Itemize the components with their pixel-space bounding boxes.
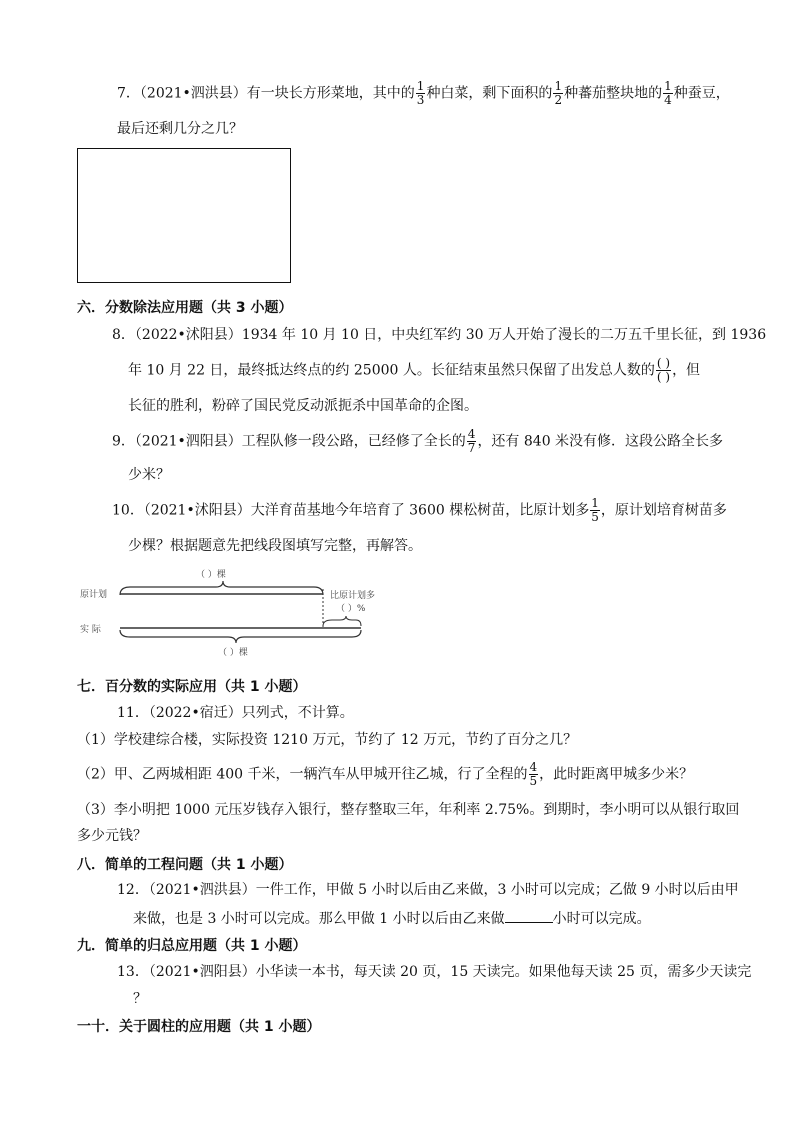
fraction-numerator: 4 [467,427,476,441]
question-7-text-b: 种白菜，剩下面积的 [426,85,553,102]
question-12-text-b: 小时可以完成。 [552,911,651,927]
question-12-text-a: 来做，也是 3 小时可以完成。那么甲做 1 小时以后由乙来做 [133,911,505,927]
question-8-line-3: 长征的胜利，粉碎了国民党反动派扼杀中国革命的企图。 [128,398,478,414]
fraction-numerator: 1 [554,79,563,93]
question-12-line-1: 12．（2021•泗洪县）一件工作，甲做 5 小时以后由乙来做，3 小时可以完成；乙做 9 小时以后由甲 [117,882,739,898]
fraction-denominator: 3 [416,93,425,107]
fraction-denominator: 7 [467,441,476,455]
question-11-part-2 [77,761,693,788]
vegetable-plot-rectangle [77,148,291,283]
section-10-heading: 一十．关于圆柱的应用题（共 1 小题） [77,1019,321,1035]
question-7-line-1 [117,80,730,107]
diagram-row-original-plan: 原计划 [80,590,108,600]
question-7-text-a: 7．（2021•泗洪县）有一块长方形菜地，其中的 [117,85,415,102]
question-8-line-1: 8．（2022•沭阳县）1934 年 10 月 10 日，中央红军约 30 万人开始了漫长的二万五千里长征，到 1936 [112,327,767,343]
extra-part-brace [323,616,361,626]
actual-bottom-brace [120,630,361,643]
fraction-numerator: 4 [529,760,538,774]
fraction-four-fifths [529,761,539,788]
question-9-line-1 [112,428,723,455]
question-12-line-2 [133,909,651,929]
question-11-part-3-line-2: 多少元钱？ [77,828,147,844]
line-segment-diagram [78,562,376,662]
fraction-numerator: 1 [591,496,599,510]
fraction-numerator: 1 [416,79,425,93]
question-9-text-a: 9．（2021•泗阳县）工程队修一段公路，已经修了全长的 [112,433,466,450]
answer-blank[interactable] [505,922,553,923]
section-9-heading: 九．简单的归总应用题（共 1 小题） [77,938,307,954]
question-8-text-b: ，但 [672,362,701,379]
question-7-text-c: 种蕃茄整块地的 [564,85,663,102]
diagram-bottom-label: （ ）棵 [218,648,248,658]
fraction-numerator: 1 [664,79,672,93]
diagram-more-than-plan: 比原计划多 [330,591,376,601]
question-10-text-a: 10．（2021•沭阳县）大洋育苗基地今年培育了 3600 棵松树苗，比原计划多 [112,502,590,519]
fraction-denominator: 5 [591,510,599,524]
question-10-text-b: ，原计划培育树苗多 [600,502,727,519]
question-11-part-3-line-1: （3）李小明把 1000 元压岁钱存入银行，整存整取三年，年利率 2.75%。到期时，李小明可以从银行取回 [77,802,740,818]
fraction-one-third [416,80,426,107]
diagram-row-actual: 实 际 [80,625,101,635]
question-9-text-b: ，还有 840 米没有修．这段公路全长多 [477,433,724,450]
question-10-line-2: 少棵？根据题意先把线段图填写完整，再解答。 [128,538,422,554]
fraction-one-fifth [590,497,600,524]
question-11-part-2-text-b: ，此时距离甲城多少米？ [539,766,694,783]
fraction-denominator: 4 [664,93,672,107]
question-7-text-d: 种蚕豆， [673,85,730,102]
question-10-line-1 [112,497,727,524]
diagram-percent-blank: （ ）% [336,604,366,614]
section-8-heading: 八．简单的工程问题（共 1 小题） [77,857,293,873]
fraction-denominator: ( ) [656,370,671,384]
question-9-line-2: 少米？ [128,467,170,483]
question-8-line-2 [128,357,700,384]
question-8-text-a: 年 10 月 22 日，最终抵达终点的约 25000 人。长征结束虽然只保留了出发总人数的 [128,362,655,379]
fraction-one-quarter [663,80,673,107]
fraction-four-sevenths [467,428,477,455]
diagram-top-label: （ ）棵 [196,570,226,580]
blank-fraction [656,357,671,384]
original-plan-top-brace [120,581,323,595]
question-7-line-2: 最后还剩几分之几？ [117,121,243,137]
fraction-numerator: ( ) [656,356,671,370]
question-13-line-2: ？ [133,991,147,1007]
fraction-denominator: 2 [554,93,563,107]
question-11-part-1: （1）学校建综合楼，实际投资 1210 万元，节约了 12 万元，节约了百分之几？ [77,732,578,748]
question-11-part-2-text-a: （2）甲、乙两城相距 400 千米，一辆汽车从甲城开往乙城，行了全程的 [77,766,528,783]
question-11-intro: 11．（2022•宿迁）只列式，不计算。 [117,705,354,721]
fraction-denominator: 5 [529,774,538,788]
section-7-heading: 七．百分数的实际应用（共 1 小题） [77,679,307,695]
section-6-heading: 六．分数除法应用题（共 3 小题） [77,300,293,316]
question-13-line-1: 13．（2021•泗阳县）小华读一本书，每天读 20 页，15 天读完。如果他每天读 25 页，需多少天读完 [117,964,752,980]
fraction-one-half [553,80,563,107]
